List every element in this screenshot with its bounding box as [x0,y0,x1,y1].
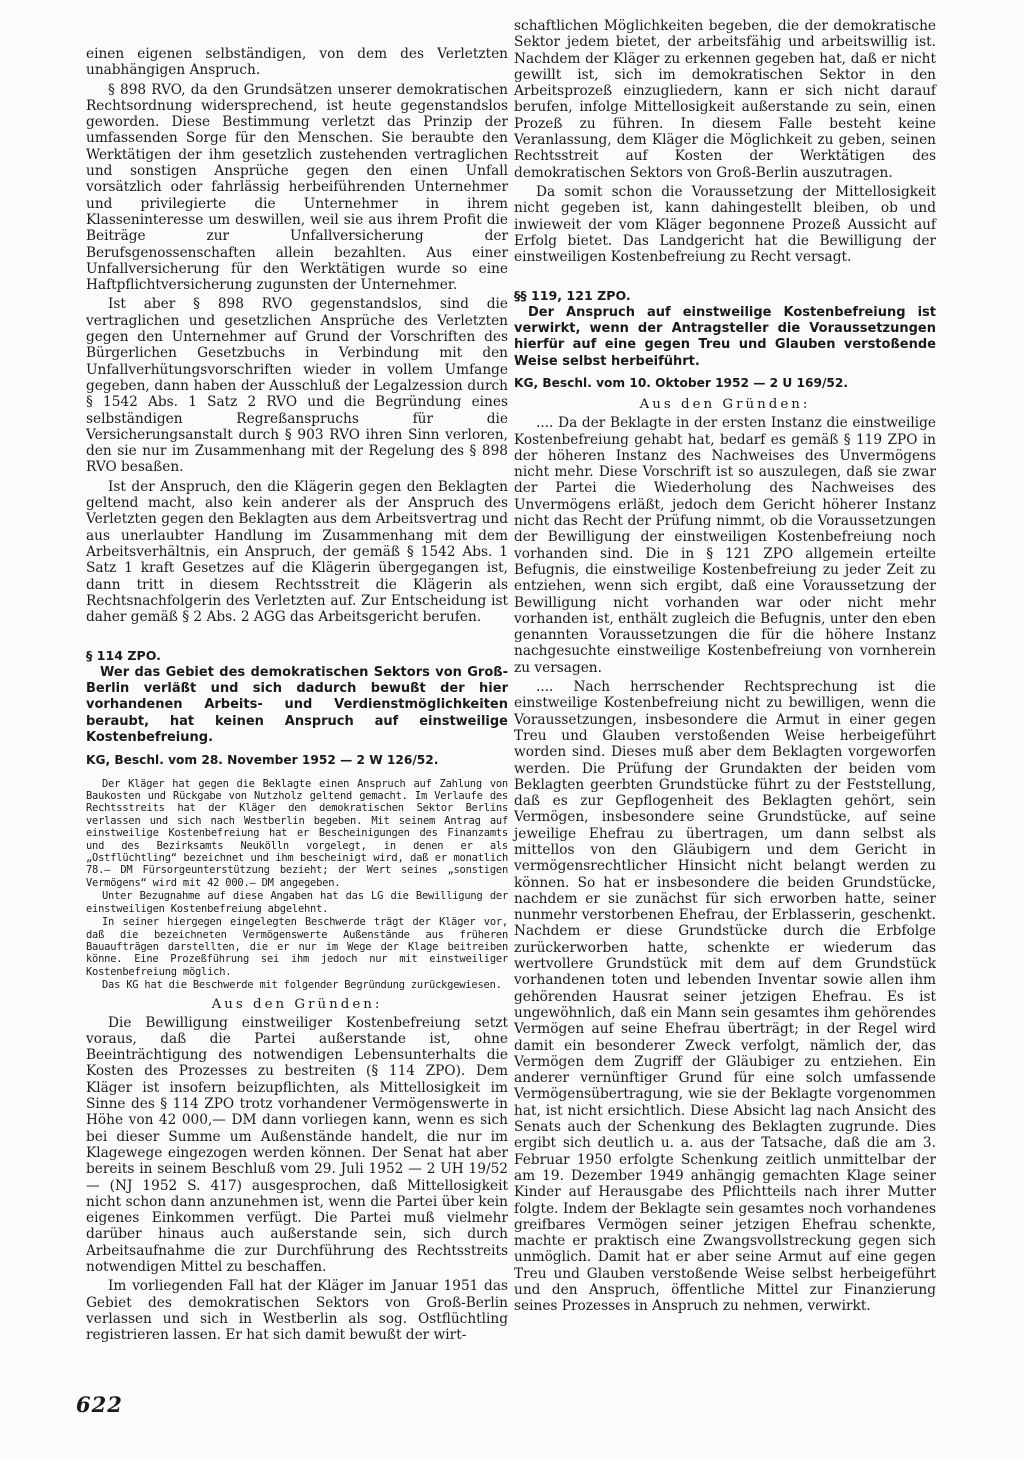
reasons-heading: Aus den Gründen: [211,996,383,1012]
section-gap [86,628,508,648]
body-paragraph: Ist der Anspruch, den die Klägerin gegen den Beklagten geltend macht, also kein anderer als der Anspruch des Verletzten gegen den Beklagten aus dem Arbeitsvertrag und aus unerlaubter Handlung im Zusammenhang mit dem Arbeitsverhältnis, ein Anspruch, der gemäß § 1542 Abs. 1 Satz 1 kraft Gesetzes auf die Klägerin übergegangen ist, dann tritt in diesem Rechtsstreit die Klägerin als Rechtsnachfolgerin des Verletzten auf. Zur Entscheidung ist daher gemäß § 2 Abs. 2 AGG das Arbeitsgericht berufen. [86,478,508,626]
facts-paragraph: Das KG hat die Beschwerde mit folgender Begründung zurückgewiesen. [102,979,502,992]
body-paragraph: .... Nach herrschender Rechtsprechung ist die einstweilige Kostenbefreiung nicht zu bewilligen, wenn die Voraussetzungen, insbesondere die Armut in einer gegen Treu und Glauben verstoßenden Weise herbeigeführt worden sind. Dieses muß aber dem Beklagten vorgeworfen werden. Die Prüfung der Grundakten der beiden vom Beklagten geerbten Grundstücke führt zu der Feststellung, daß es zur Gepflogenheit des Beklagten gehört, sein Vermögen, insbesondere seine Grundstücke, auf seine jeweilige Ehefrau zu übertragen, um dann selbst als mittellos von den Gläubigern und dem Gericht in vermögensrechtlicher Hinsicht nicht belangt werden zu können. So hat er insbesondere die beiden Grundstücke, nachdem er sie zunächst für sich erworben hatte, seiner nunmehr verstorbenen Ehefrau, der Erblasserin, geschenkt. Nachdem er diese Grundstücke durch die Erbfolge zurückerworben hatte, schenkte er wiederum das wertvollere Grundstück mit dem auf dem Grundstück vorhandenen toten und lebenden Inventar sowie allen ihm gehörenden Hausrat seiner jetzigen Ehefrau. Es ist ungewöhnlich, daß ein Mann sein gesamtes ihm gehörendes Vermögen auf seine Ehefrau überträgt; in der Regel wird damit ein besonderer Zweck verfolgt, nämlich der, das Vermögen dem Zugriff der Gläubiger zu entziehen. Ein anderer vernünftiger Grund für eine solch umfassende Vermögensübertragung, wie sie der Beklagte vorgenommen hat, ist nicht ersichtlich. Diese Absicht lag nach Ansicht des Senats auch der Schenkung des Beklagten zugrunde. Dies ergibt sich deutlich u. a. aus der Tatsache, daß die am 3. Februar 1950 erfolgte Schenkung zeitlich unmittelbar der am 19. Dezember 1949 anhängig gemachten Klage seiner Kinder auf Herausgabe des Pflichtteils nach ihrer Mutter folgte. Indem der Beklagte sein gesamtes noch vorhandenes greifbares Vermögen seiner jetzigen Ehefrau schenkte, machte er praktisch eine Zwangsvollstreckung gegen sich unmöglich. Damit hat er aber seine Armut auf eine gegen Treu und Glauben verstoßende Weise selbst herbeigeführt und den Anspruch, öffentliche Mittel zur Finanzierung seines Prozesses in Anspruch zu nehmen, verwirkt. [514,679,936,1315]
left-column [86,46,508,1346]
body-paragraph: Die Bewilligung einstweiliger Kostenbefreiung setzt voraus, daß die Partei außerstande ist, ohne Beeinträchtigung des notwendigen Lebensunterhalts die Kosten des Prozesses zu bestreiten (§ 114 ZPO). Dem Kläger ist insofern beizupflichten, als Mittellosigkeit im Sinne des § 114 ZPO trotz vorhandener Vermögenswerte in Höhe von 42 000,— DM dann vorliegen kann, wenn es sich bei dieser Summe um Außenstände handelt, die nur im Klagewege eingezogen werden können. Der Senat hat aber bereits in seinem Beschluß vom 29. Juli 1952 — 2 UH 19/52 — (NJ 1952 S. 417) ausgesprochen, daß Mittellosigkeit nicht schon dann anzunehmen ist, wenn die Partei über kein eigenes Einkommen verfügt. Die Partei muß vielmehr darüber hinaus auch außerstande sein, sich durch Arbeitsaufnahme die zur Durchführung des Rechtsstreits notwendigen Mittel zu beschaffen. [86,1014,508,1275]
body-paragraph: § 898 RVO, da den Grundsätzen unserer demokratischen Rechtsordnung widersprechend, ist heute gegenstandslos geworden. Diese Bestimmung verletzt das Prinzip der umfassenden Sorge für den Menschen. Sie beraubte den Werktätigen der ihm gesetzlich zustehenden vertraglichen und sonstigen Ansprüche gegen den einen Unfall vorsätzlich oder fahrlässig herbeiführenden Unternehmer und privilegierte die Unternehmer in ihrem Klasseninteresse um deswillen, weil sie aus ihrem Profit die Beiträge zur Unfallversicherung der Berufsgenossenschaften allein bezahlten. Aus einer Unfallversicherung für den Werktätigen wurde so eine Haftpflichtversicherung zugunsten der Unternehmer. [86,81,508,294]
body-paragraph: Da somit schon die Voraussetzung der Mittellosigkeit nicht gegeben ist, kann dahingestellt bleiben, ob und inwieweit der vom Kläger begonnene Prozeß Aussicht auf Erfolg bietet. Das Landgericht hat die Bewilligung der einstweiligen Kostenbefreiung zu Recht versagt. [514,183,936,266]
reasons-heading: Aus den Gründen: [639,397,811,413]
facts-paragraph: Der Kläger hat gegen die Beklagte einen Anspruch auf Zahlung von Baukosten und Rückgabe von Nutzholz geltend gemacht. Im Verlaufe des Rechtsstreits hat der Kläger den demokratischen Sektor Berlins verlassen und sich nach Westberlin begeben. Mit seinem Antrag auf einstweilige Kostenbefreiung hat er Bescheinigungen des Finanzamts und des Bezirksamts Neukölln vorgelegt, in denen er als „Ostflüchtling“ bezeichnet und ihm bescheinigt wird, daß er monatlich 78.— DM Fürsorgeunterstützung bezieht; der Wert seines „sonstigen Vermögens“ wird mit 42 000.— DM angegeben. [86,777,508,889]
section-headnote: Der Anspruch auf einstweilige Kostenbefreiung ist verwirkt, wenn der Antragsteller die Voraussetzungen hierfür auf eine gegen Treu und Glauben verstoßende Weise selbst herbeiführt. [514,304,936,369]
body-paragraph: schaftlichen Möglichkeiten begeben, die der demokratische Sektor jedem bietet, der arbeitsfähig und arbeitswillig ist. Nachdem der Kläger zu erkennen gegeben hat, daß er nicht gewillt ist, sich im demokratischen Sektor in den Arbeitsprozeß einzugliedern, kann er sich nicht darauf berufen, infolge Mittellosigkeit außerstande zu sein, einen Prozeß zu führen. In diesem Falle besteht keine Veranlassung, dem Kläger die Möglichkeit zu geben, seinen Rechtsstreit auf Kosten der Werktätigen des demokratischen Sektors von Groß-Berlin auszutragen. [514,18,936,181]
page-number: 622 [76,1392,123,1417]
section-headnote: Wer das Gebiet des demokratischen Sektors von Groß-Berlin verläßt und sich dadurch bewußt der hier vorhandenen Arbeits- und Verdienstmöglichkeiten beraubt, hat keinen Anspruch auf einstweilige Kostenbefreiung. [86,664,508,746]
section-gap [514,268,936,288]
body-paragraph: Ist aber § 898 RVO gegenstandslos, sind die vertraglichen und gesetzlichen Ansprüche des Verletzten gegen den Unternehmer auf Grund der Vorschriften des Bürgerlichen Gesetzbuchs in Verbindung mit den Unfallverhütungsvorschriften wieder in vollem Umfange gegeben, dann haben der Ausschluß der Legalzession durch § 1542 Abs. 1 Satz 2 RVO und die Begründung eines selbständigen Regreßanspruchs für die Versicherungsanstalt durch § 903 RVO ihren Sinn verloren, den sie nur im Zusammenhang mit der Regelung des § 898 RVO besaßen. [86,296,508,476]
body-paragraph: .... Da der Beklagte in der ersten Instanz die einstweilige Kostenbefreiung gehabt hat, bedarf es gemäß § 119 ZPO in der höheren Instanz des Nachweises des Unvermögens nicht mehr. Diese Vorschrift ist so auszulegen, daß sie zwar der Partei die Wiederholung des Nachweises des Unvermögens erläßt, jedoch dem Gericht höherer Instanz nicht das Recht der Prüfung nimmt, ob die Voraussetzungen der Bewilligung der einstweiligen Kostenbefreiung noch vorhanden sind. Die in § 121 ZPO allgemein erteilte Befugnis, die einstweilige Kostenbefreiung zu jeder Zeit zu entziehen, wenn sich ergibt, daß eine Voraussetzung der Bewilligung nicht vorhanden war oder nicht mehr vorhanden ist, enthält zugleich die Befugnis, unter den eben genannten Voraussetzungen die für die höhere Instanz nachgesuchte einstweilige Kostenbefreiung von vornherein zu versagen. [514,415,936,676]
body-paragraph: einen eigenen selbständigen, von dem des Verletzten unabhängigen Anspruch. [86,46,508,79]
facts-paragraph: Unter Bezugnahme auf diese Angaben hat das LG die Bewilligung der einstweiligen Kostenbefreiung abgelehnt. [86,890,508,915]
section-paragraph-ref: § 114 ZPO. [86,648,161,664]
section-gap [86,769,508,778]
section-citation: KG, Beschl. vom 28. November 1952 — 2 W 126/52. [86,752,439,767]
section-citation: KG, Beschl. vom 10. Oktober 1952 — 2 U 169/52. [514,376,849,391]
body-paragraph: Im vorliegenden Fall hat der Kläger im Januar 1951 das Gebiet des demokratischen Sektors von Groß-Berlin verlassen und sich in Westberlin als sog. Ostflüchtling registrieren lassen. Er hat sich damit bewußt der wirt- [86,1278,508,1344]
right-column [514,18,936,1318]
facts-paragraph: In seiner hiergegen eingelegten Beschwerde trägt der Kläger vor, daß die bezeichneten Vermögenswerte Außenstände aus früheren Bauaufträgen darstellten, die er nur im Wege der Klage beitreiben könne. Eine Prozeßführung sei ihm jedoch nur mit einstweiliger Kostenbefreiung möglich. [86,916,508,978]
section-paragraph-ref: §§ 119, 121 ZPO. [514,288,631,304]
